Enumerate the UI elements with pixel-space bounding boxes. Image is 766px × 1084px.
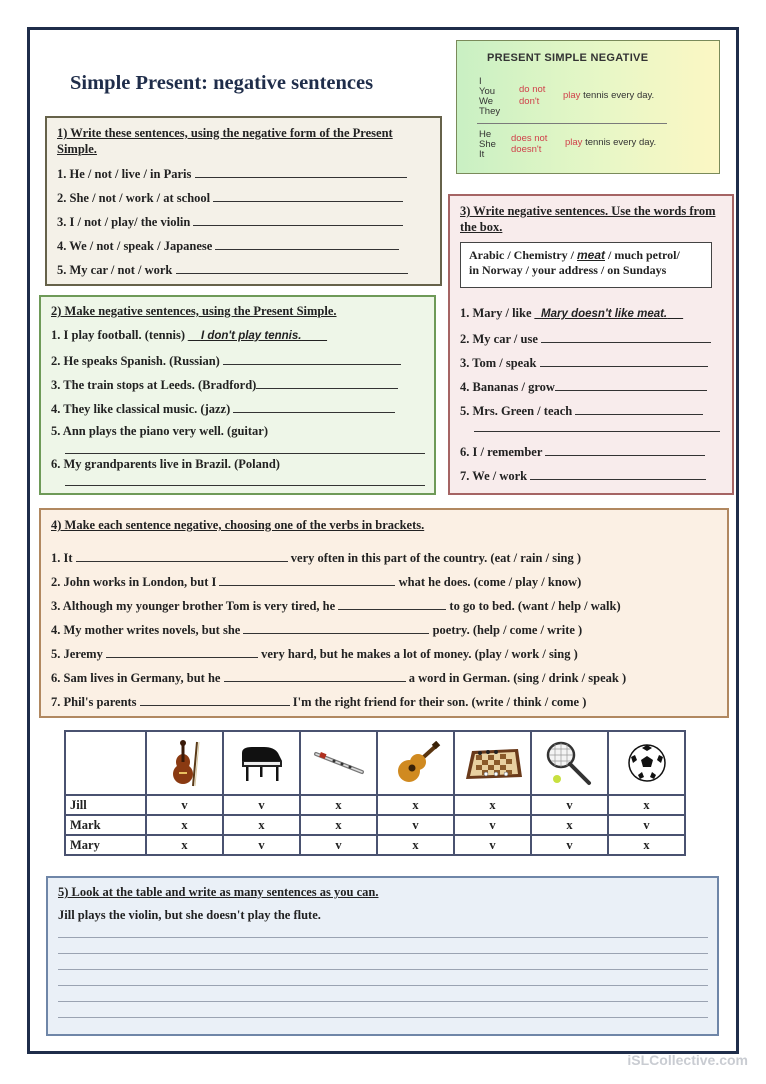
exercise-3-item: 2. My car / use <box>460 330 711 347</box>
exercise-4-item: 4. My mother writes novels, but she poetry. (help / come / write ) <box>51 623 583 637</box>
table-cell: v <box>531 795 608 815</box>
pronoun: You <box>479 86 496 97</box>
grammar-aux-2 <box>511 133 547 155</box>
page-title: Simple Present: negative sentences <box>70 72 374 94</box>
highlighted-word: meat <box>576 248 605 262</box>
exercise-4-item: 3. Although my younger brother Tom is very tired, he to go to bed. (want / help / walk) <box>51 599 621 613</box>
exercise-2-heading: 2) Make negative sentences, using the Present Simple. <box>51 304 337 318</box>
answer-blank[interactable] <box>233 400 395 413</box>
exercise-4-item: 1. It very often in this part of the country. (eat / rain / sing ) <box>51 551 582 565</box>
pronoun: She <box>479 139 496 150</box>
rest: tennis every day. <box>585 137 657 148</box>
pronoun: I <box>479 76 482 87</box>
table-corner-cell <box>65 731 146 795</box>
answer-blank[interactable] <box>193 213 403 226</box>
grammar-pronouns-1 <box>479 77 500 117</box>
table-icon-cell <box>223 731 300 795</box>
answer-line[interactable] <box>474 431 720 432</box>
piano-icon <box>238 743 286 783</box>
word-box: Arabic / Chemistry / meat / much petrol/ in Norway / your address / on Sundays <box>460 242 712 288</box>
exercise-1-item: 1. He / not / live / in Paris <box>57 165 407 182</box>
table-row <box>65 815 685 835</box>
table-cell: x <box>608 795 685 815</box>
grammar-pronouns-2 <box>479 130 496 160</box>
table-cell: v <box>608 815 685 835</box>
answer-line[interactable] <box>65 485 425 486</box>
table-cell: v <box>300 835 377 855</box>
table-cell: x <box>608 835 685 855</box>
answer-blank[interactable] <box>106 645 258 658</box>
answer-blank[interactable] <box>540 354 708 367</box>
answer-blank[interactable] <box>256 376 398 389</box>
pronoun: He <box>479 129 492 140</box>
exercise-1-item: 3. I / not / play/ the violin <box>57 213 403 230</box>
table-cell: v <box>223 795 300 815</box>
table-icon-cell <box>454 731 531 795</box>
answer-blank[interactable] <box>545 443 705 456</box>
table-cell: v <box>454 815 531 835</box>
football-icon <box>626 742 668 784</box>
exercise-3-item: 5. Mrs. Green / teach <box>460 402 703 419</box>
exercise-3-item: 6. I / remember <box>460 443 705 460</box>
answer-blank[interactable] <box>219 573 395 586</box>
table-icon-cell <box>146 731 223 795</box>
table-cell: v <box>454 835 531 855</box>
answer-blank[interactable] <box>195 165 407 178</box>
table-cell: v <box>531 835 608 855</box>
aux-short: doesn't <box>511 144 542 155</box>
table-cell: x <box>300 795 377 815</box>
table-header-row <box>65 731 685 795</box>
table-cell: v <box>223 835 300 855</box>
grammar-example-1 <box>563 90 654 101</box>
exercise-4-item: 7. Phil's parents I'm the right friend for their son. (write / think / come ) <box>51 695 587 709</box>
exercise-2 <box>39 295 436 495</box>
exercise-2-item: 3. The train stops at Leeds. (Bradford) <box>51 376 398 393</box>
exercise-1 <box>45 116 442 286</box>
exercise-3-heading: 3) Write negative sentences. Use the words from the box. <box>460 204 716 234</box>
table-cell: x <box>223 815 300 835</box>
verb: play <box>563 90 581 101</box>
exercise-5-example: Jill plays the violin, but she doesn't play the flute. <box>58 908 321 922</box>
answer-blank[interactable] <box>223 352 401 365</box>
writing-line[interactable] <box>58 937 708 938</box>
table-cell: x <box>377 795 454 815</box>
answer-blank[interactable] <box>140 693 290 706</box>
exercise-4-item: 6. Sam lives in Germany, but he a word in German. (sing / drink / speak ) <box>51 671 627 685</box>
answer-blank[interactable] <box>76 549 288 562</box>
exercise-1-heading: 1) Write these sentences, using the negative form of the Present Simple. <box>57 126 393 156</box>
grammar-example-2 <box>565 137 656 148</box>
answer-blank[interactable] <box>555 378 707 391</box>
writing-line[interactable] <box>58 953 708 954</box>
example-answer: __I don't play tennis.____ <box>188 330 328 342</box>
tennis-racket-icon <box>543 739 597 787</box>
exercise-4-item: 5. Jeremy very hard, but he makes a lot of money. (play / work / sing ) <box>51 647 578 661</box>
grammar-aux-1 <box>519 84 545 108</box>
exercise-1-item: 4. We / not / speak / Japanese <box>57 237 399 254</box>
flute-icon <box>312 748 366 778</box>
row-name: Jill <box>65 795 146 815</box>
table-row <box>65 835 685 855</box>
answer-blank[interactable] <box>176 261 408 274</box>
writing-line[interactable] <box>58 1017 708 1018</box>
table-cell: x <box>531 815 608 835</box>
exercise-3 <box>448 194 734 495</box>
violin-icon <box>163 738 207 788</box>
guitar-icon <box>391 741 441 785</box>
verb: play <box>565 137 583 148</box>
chess-icon <box>462 743 524 783</box>
table-cell: x <box>300 815 377 835</box>
answer-blank[interactable] <box>224 669 406 682</box>
pronoun: It <box>479 149 485 160</box>
answer-blank[interactable] <box>213 189 403 202</box>
exercise-2-example: 1. I play football. (tennis) __I don't play tennis.____ <box>51 328 328 342</box>
table-cell: v <box>146 795 223 815</box>
table-cell: x <box>454 795 531 815</box>
table-icon-cell <box>531 731 608 795</box>
aux-long: do not <box>519 84 546 95</box>
answer-blank[interactable] <box>575 402 703 415</box>
activities-table <box>64 730 686 856</box>
writing-line[interactable] <box>58 985 708 986</box>
watermark: iSLCollective.com <box>627 1052 748 1068</box>
exercise-1-item: 5. My car / not / work <box>57 261 408 278</box>
table-cell: x <box>377 835 454 855</box>
answer-blank[interactable] <box>243 621 429 634</box>
answer-blank[interactable] <box>530 467 706 480</box>
answer-blank[interactable] <box>338 597 446 610</box>
row-name: Mary <box>65 835 146 855</box>
writing-line[interactable] <box>58 969 708 970</box>
exercise-4-item: 2. John works in London, but I what he does. (come / play / know) <box>51 575 582 589</box>
exercise-3-item: 4. Bananas / grow <box>460 378 707 395</box>
answer-blank[interactable] <box>215 237 399 250</box>
exercise-4-heading: 4) Make each sentence negative, choosing one of the verbs in brackets. <box>51 518 425 532</box>
table-icon-cell <box>300 731 377 795</box>
exercise-3-item: 7. We / work <box>460 467 706 484</box>
table-cell: x <box>146 835 223 855</box>
exercise-5 <box>46 876 719 1036</box>
table-icon-cell <box>377 731 454 795</box>
example-answer: _Mary doesn't like meat. __ <box>534 308 684 320</box>
table-cell: v <box>377 815 454 835</box>
exercise-3-example: 1. Mary / like _Mary doesn't like meat. __ <box>460 306 684 320</box>
writing-line[interactable] <box>58 1001 708 1002</box>
row-name: Mark <box>65 815 146 835</box>
table-icon-cell <box>608 731 685 795</box>
exercise-2-item: 6. My grandparents live in Brazil. (Poland) <box>51 457 280 471</box>
answer-line[interactable] <box>65 453 425 454</box>
table-row <box>65 795 685 815</box>
exercise-1-item: 2. She / not / work / at school <box>57 189 403 206</box>
pronoun: We <box>479 96 494 107</box>
answer-blank[interactable] <box>541 330 711 343</box>
grammar-title: PRESENT SIMPLE NEGATIVE <box>487 52 649 64</box>
rest: tennis every day. <box>583 90 655 101</box>
exercise-2-item: 5. Ann plays the piano very well. (guitar) <box>51 424 269 438</box>
grammar-box <box>456 40 720 174</box>
exercise-2-item: 2. He speaks Spanish. (Russian) <box>51 352 401 369</box>
exercise-3-item: 3. Tom / speak <box>460 354 708 371</box>
grammar-divider <box>477 123 667 124</box>
exercise-5-heading: 5) Look at the table and write as many sentences as you can. <box>58 885 379 899</box>
aux-long: does not <box>511 133 548 144</box>
exercise-4 <box>39 508 729 718</box>
pronoun: They <box>479 106 501 117</box>
table-cell: x <box>146 815 223 835</box>
exercise-2-item: 4. They like classical music. (jazz) <box>51 400 395 417</box>
aux-short: don't <box>519 96 540 107</box>
